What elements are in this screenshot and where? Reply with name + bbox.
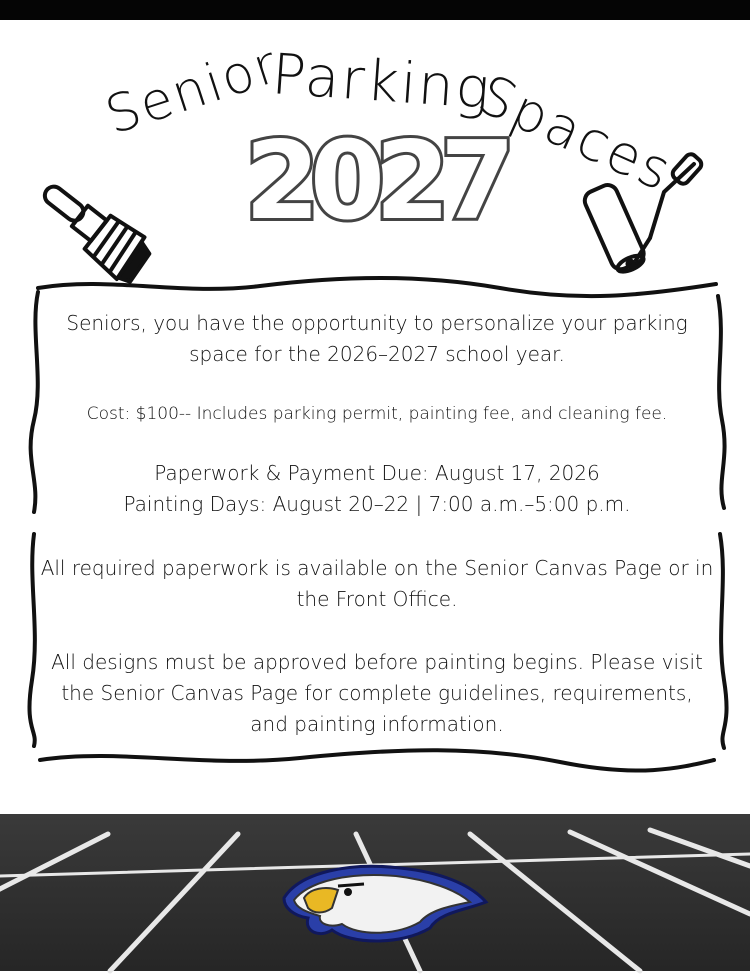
year-text: 2027 [244, 119, 506, 244]
paint-roller-icon [580, 148, 710, 278]
approval-text: All designs must be approved before painting begins. Please visit the Senior Canvas Page for complete guidelines, requirements, and painting information. [51, 650, 703, 736]
title-word-senior: Senior [98, 34, 287, 147]
paperwork-text: All required paperwork is available on the Senior Canvas Page or in the Front Office. [40, 556, 714, 611]
parking-lot-photo [0, 814, 750, 971]
title-word-spaces: Spaces [469, 62, 682, 204]
cost-text: Cost: $100-- Includes parking permit, painting fee, and cleaning fee. [86, 404, 668, 424]
title-word-parking: Parking [269, 42, 494, 123]
dates-text: Paperwork & Payment Due: August 17, 2026 Painting Days: August 20–22 | 7:00 a.m.–5:00 p.m. [123, 461, 631, 516]
paint-brush-icon [28, 170, 158, 290]
top-bar [0, 0, 750, 20]
year-graphic [244, 108, 506, 244]
intro-text: Seniors, you have the opportunity to personalize your parking space for the 2026–2027 school year. [66, 311, 688, 366]
eagle-mascot-icon [280, 858, 490, 948]
